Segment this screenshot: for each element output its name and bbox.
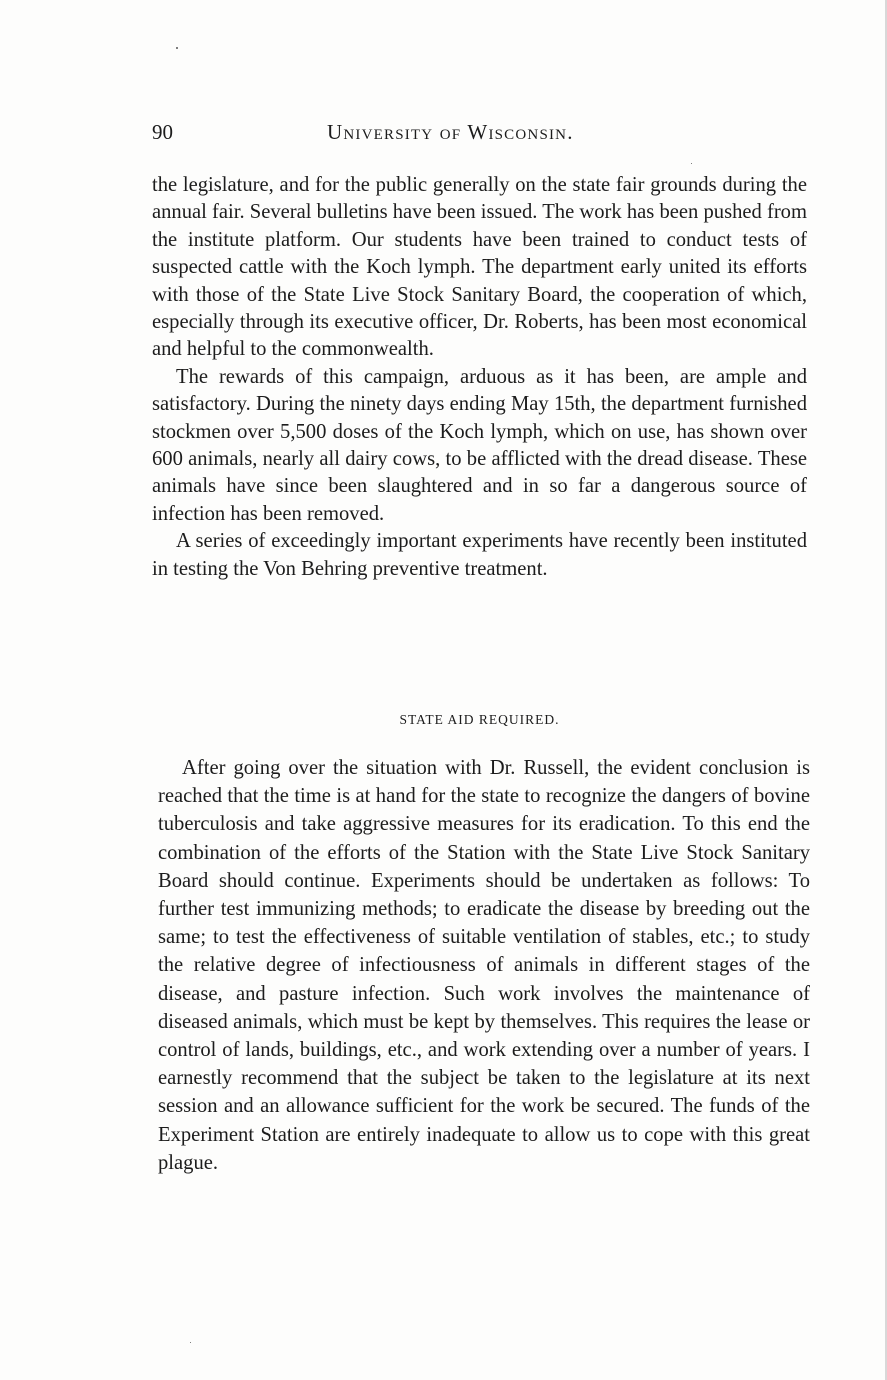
paragraph: the legislature, and for the public generally on the state fair grounds during the annual fair. Several bulletins have been issued. The work has been pushed from the institute platform. Our students have been trained to conduct tests of suspected cattle with the Koch lymph. The department early united its efforts with those of the State Live Stock Sanitary Board, the cooperation of which, especially through its executive officer, Dr. Roberts, has been most economical and helpful to the commonwealth.	[152, 174, 807, 361]
scan-speck	[176, 47, 178, 49]
scan-speck	[691, 163, 692, 164]
paragraph: The rewards of this campaign, arduous as it has been, are ample and satisfactory. During the ninety days ending May 15th, the department furnished stockmen over 5,500 doses of the Koch lymph, which on use, has shown over 600 animals, nearly all dairy cows, to be afflicted with the dread disease. These animals have since been slaughtered and in so far a dangerous source of infection has been removed.	[152, 365, 807, 525]
paragraph: After going over the situation with Dr. Russell, the evident conclusion is reached that the time is at hand for the state to recognize the dangers of bovine tuberculosis and take aggressive measures for its eradication. To this end the combination of the efforts of the Station with the State Live Stock Sanitary Board should continue. Experiments should be undertaken as follows: To further test immunizing methods; to eradicate the disease by breeding out the same; to test the effectiveness of suitable ventilation of stables, etc.; to study the relative degree of infectiousness of animals in different stages of the disease, and pasture infection. Such work involves the maintenance of diseased animals, which must be kept by themselves. This requires the lease or control of lands, buildings, etc., and work extending over a number of years. I earnestly recommend that the subject be taken to the legislature at its next session and an allowance sufficient for the work be secured. The funds of the Experiment Station are entirely inadequate to allow us to cope with this great plague.	[158, 757, 810, 1174]
page-header	[152, 120, 807, 152]
paragraph: A series of exceedingly important experiments have recently been instituted in testing the Von Behring preventive treatment.	[152, 530, 807, 580]
section-heading: STATE AID REQUIRED.	[399, 712, 560, 727]
body-text-bottom	[158, 754, 810, 1177]
scan-speck	[190, 1342, 191, 1343]
page-number: 90	[152, 120, 173, 144]
body-text-top	[152, 172, 807, 583]
running-title: University of Wisconsin.	[327, 120, 574, 144]
